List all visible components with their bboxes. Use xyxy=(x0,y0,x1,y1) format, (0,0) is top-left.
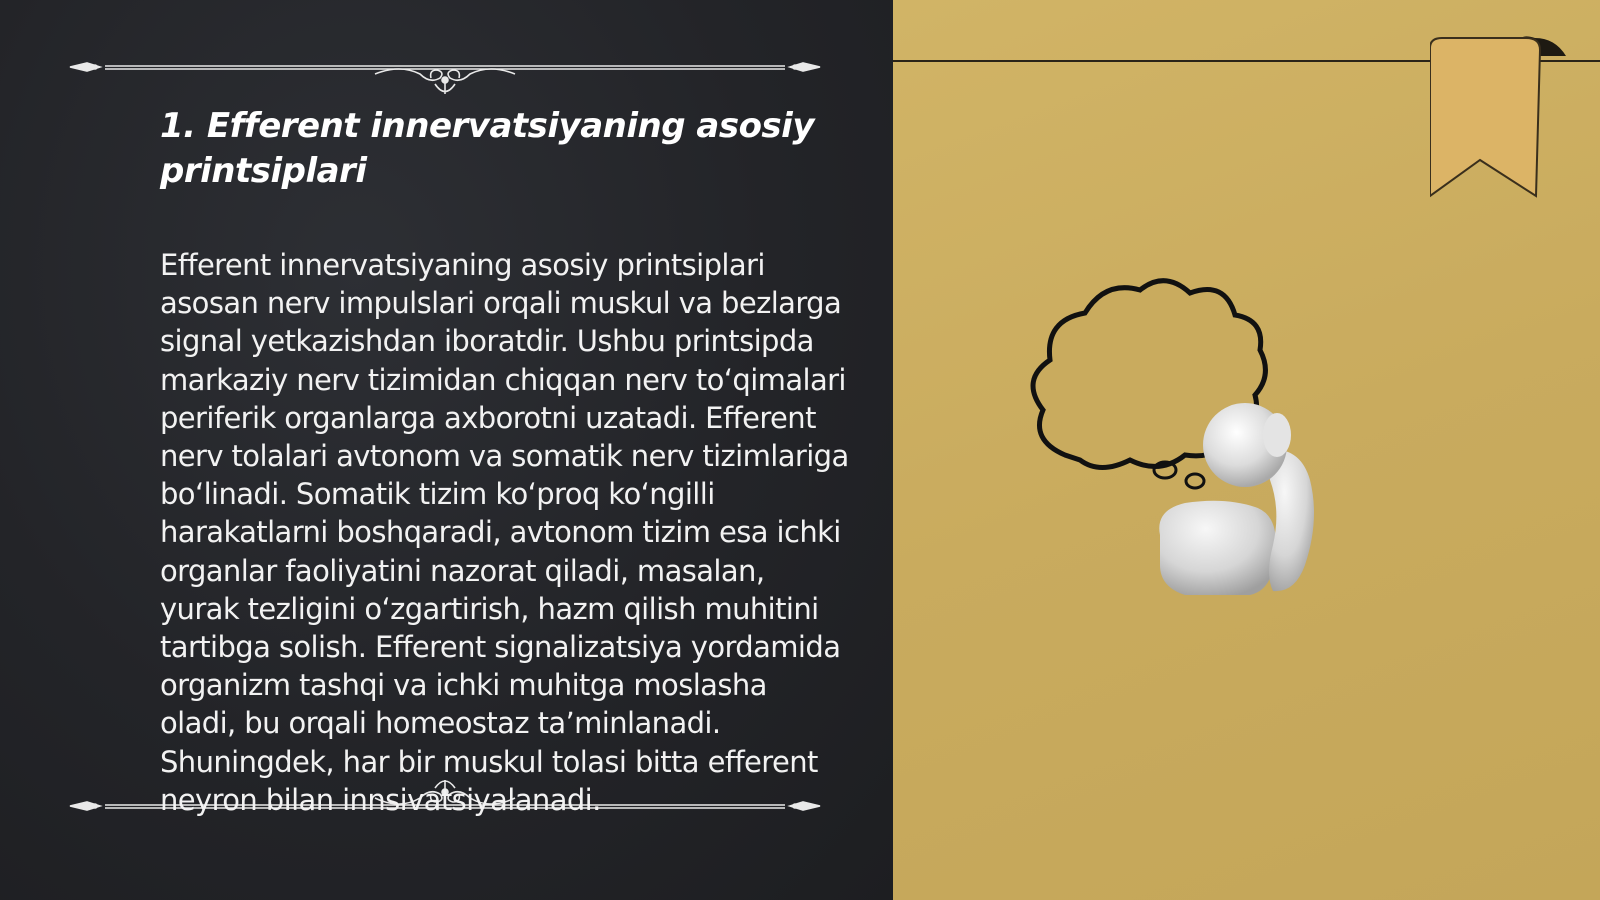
slide-body-text: Efferent innervatsiyaning asosiy printsiplari asosan nerv impulslari orqali muskul va bezlarga signal yetkazishdan iboratdir. Ushbu printsipda markaziy nerv tizimidan chiqqan nerv to‘qimalari periferik organlarga axborotni uzatadi. Efferent nerv tolalari avtonom va somatik nerv tizimlariga bo‘linadi. Somatik tizim ko‘proq ko‘ngilli harakatlarni boshqaradi, avtonom tizim esa ichki organlar faoliyatini nazorat qiladi, masalan, yurak tezligini o‘zgartirish, hazm qilish muhitini tartibga solish. Efferent signalizatsiya yordamida organizm tashqi va ichki muhitga moslasha oladi, bu orqali homeostaz ta’minlanadi. Shuningdek, har bir muskul tolasi bitta efferent neyron bilan innsivatsiyalanadi. xyxy=(160,248,849,817)
thinking-person-icon xyxy=(1025,275,1355,615)
bookmark-ribbon-icon xyxy=(1430,36,1570,201)
slide-title: 1. Efferent innervatsiyaning asosiy printsiplari xyxy=(160,106,814,191)
top-flourish-divider-icon xyxy=(65,44,825,94)
